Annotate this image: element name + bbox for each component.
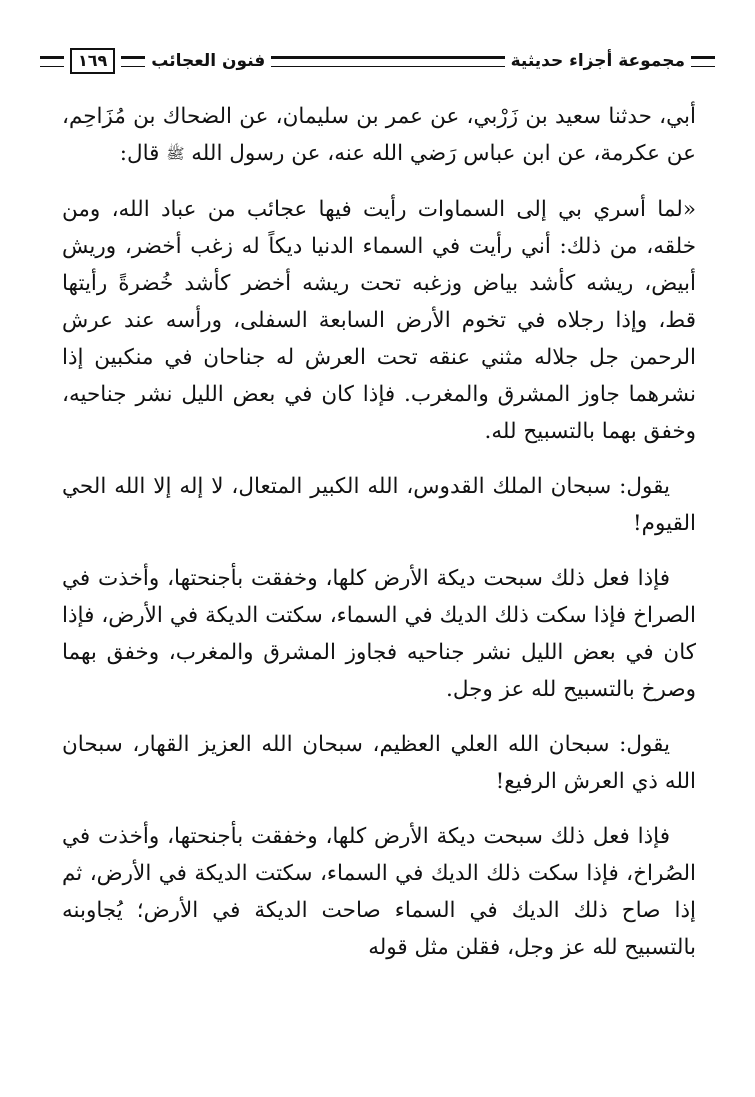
header-rule-end bbox=[40, 56, 64, 67]
paragraph-roosters-1: فإذا فعل ذلك سبحت ديكة الأرض كلها، وخفقت بأجنحتها، وأخذت في الصراخ فإذا سكت ذلك الديك في السماء، سكتت الديكة في الأرض، فإذا كان في بعض الليل نشر جناحيه فجاوز المشرق والمغرب، وخفق بهما وصرخ بالتسبيح لله عز وجل. bbox=[62, 565, 696, 702]
isnad-text: أبي، حدثنا سعيد بن زَرْبي، عن عمر بن سليمان، عن الضحاك بن مُزَاحِم، عن عكرمة، عن ابن عباس رَضي الله عنه، عن رسول الله bbox=[62, 104, 696, 166]
page-number: ١٦٩ bbox=[70, 48, 115, 74]
paragraph-roosters-2: فإذا فعل ذلك سبحت ديكة الأرض كلها، وخفقت بأجنحتها، وأخذت في الصُراخ، فإذا سكت ذلك الديك في السماء، سكتت الديكة في الأرض، ثم إذا صاح ذلك الديك في السماء صاحت الديكة في الأرض؛ يُجاوبنه بالتسبيح لله عز وجل، فقلن مثل قوله bbox=[62, 823, 696, 960]
paragraph-tasbih-1: يقول: سبحان الملك القدوس، الله الكبير المتعال، لا إله إلا الله الحي القيوم! bbox=[62, 473, 696, 536]
page-body bbox=[62, 98, 696, 984]
pbuh-honorific: ﷺ bbox=[166, 144, 185, 163]
header-rule-right bbox=[691, 56, 715, 67]
page-header bbox=[40, 44, 715, 78]
book-title: فنون العجائب bbox=[151, 51, 266, 71]
paragraph-hadith-opening: «لما أسري بي إلى السماوات رأيت فيها عجائب من عباد الله، ومن خلقه، من ذلك: أني رأيت في السماء الدنيا ديكاً له زغب أخضر، وريش أبيض، ريشه كأشد بياض وزغبه تحت ريشه أخضر كأشد خُضرةً رأيتها قط، وإذا رجلاه في تخوم الأرض السابعة السفلى، ورأسه عند عرش الرحمن جل جلاله مثني عنقه تحت العرش له جناحان في منكبين إذا نشرهما جاوز المشرق والمغرب. فإذا كان في بعض الليل نشر جناحيه، وخفق بهما بالتسبيح لله. bbox=[62, 196, 696, 444]
paragraph-tasbih-2: يقول: سبحان الله العلي العظيم، سبحان الله العزيز القهار، سبحان الله ذي العرش الرفيع! bbox=[62, 731, 696, 794]
header-rule-left bbox=[121, 56, 145, 67]
header-rule-middle bbox=[271, 56, 504, 67]
said-text: قال: bbox=[119, 141, 160, 166]
paragraph-isnad bbox=[62, 98, 696, 173]
series-title: مجموعة أجزاء حديثية bbox=[510, 51, 685, 71]
